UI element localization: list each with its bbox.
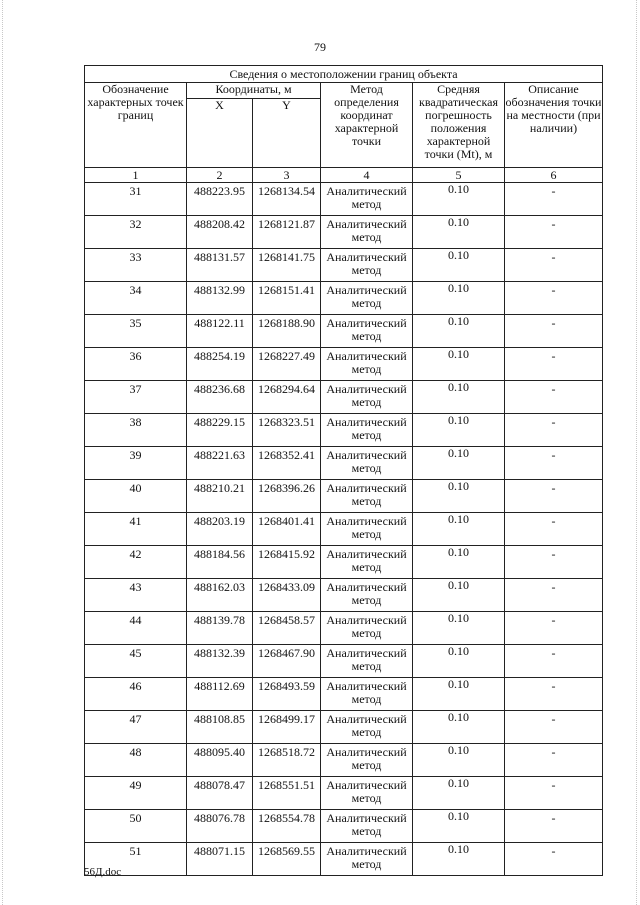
description-cell: - [505,810,603,843]
point-number: 43 [85,579,187,612]
coordinate-x: 488223.95 [187,183,253,216]
method-cell: Аналитический метод [321,546,413,579]
table-row [85,315,603,348]
point-number: 47 [85,711,187,744]
method-cell: Аналитический метод [321,282,413,315]
coordinate-x: 488236.68 [187,381,253,414]
description-cell: - [505,414,603,447]
accuracy-cell: 0.10 [413,777,505,810]
description-cell: - [505,447,603,480]
header-description: Описание обозначения точки на местности (при наличии) [505,83,603,168]
accuracy-cell: 0.10 [413,711,505,744]
point-number: 38 [85,414,187,447]
accuracy-cell: 0.10 [413,579,505,612]
header-coordinates: Координаты, м [187,83,321,99]
coordinate-y: 1268323.51 [253,414,321,447]
table-row [85,480,603,513]
table-row [85,546,603,579]
description-cell: - [505,546,603,579]
coordinate-y: 1268518.72 [253,744,321,777]
coordinate-x: 488095.40 [187,744,253,777]
table-row [85,711,603,744]
header-row [85,83,603,99]
method-cell: Аналитический метод [321,183,413,216]
column-number: 3 [253,168,321,183]
table-row [85,183,603,216]
coordinate-x: 488076.78 [187,810,253,843]
accuracy-cell: 0.10 [413,348,505,381]
boundary-points-table [84,65,603,876]
table-row [85,843,603,876]
coordinate-x: 488184.56 [187,546,253,579]
table-row [85,810,603,843]
table-row [85,513,603,546]
point-number: 44 [85,612,187,645]
method-cell: Аналитический метод [321,480,413,513]
header-designation: Обозначение характерных точек границ [85,83,187,168]
table-row [85,381,603,414]
accuracy-cell: 0.10 [413,744,505,777]
table-title: Сведения о местоположении границ объекта [85,66,603,83]
coordinate-y: 1268227.49 [253,348,321,381]
table-title-row [85,66,603,83]
coordinate-y: 1268493.59 [253,678,321,711]
header-x: X [187,99,253,168]
coordinate-y: 1268551.51 [253,777,321,810]
point-number: 32 [85,216,187,249]
point-number: 33 [85,249,187,282]
accuracy-cell: 0.10 [413,480,505,513]
description-cell: - [505,645,603,678]
table-row [85,447,603,480]
table-row [85,216,603,249]
point-number: 50 [85,810,187,843]
coordinate-x: 488203.19 [187,513,253,546]
coordinate-y: 1268134.54 [253,183,321,216]
description-cell: - [505,843,603,876]
method-cell: Аналитический метод [321,216,413,249]
point-number: 45 [85,645,187,678]
description-cell: - [505,249,603,282]
method-cell: Аналитический метод [321,513,413,546]
accuracy-cell: 0.10 [413,447,505,480]
method-cell: Аналитический метод [321,447,413,480]
description-cell: - [505,480,603,513]
coordinate-x: 488139.78 [187,612,253,645]
header-method: Метод определения координат характерной точки [321,83,413,168]
column-number: 4 [321,168,413,183]
table-row [85,282,603,315]
point-number: 37 [85,381,187,414]
accuracy-cell: 0.10 [413,282,505,315]
point-number: 49 [85,777,187,810]
coordinate-y: 1268415.92 [253,546,321,579]
description-cell: - [505,612,603,645]
point-number: 42 [85,546,187,579]
coordinate-y: 1268294.64 [253,381,321,414]
footer-filename: 56Д.doc [84,866,122,878]
description-cell: - [505,579,603,612]
method-cell: Аналитический метод [321,711,413,744]
coordinate-y: 1268569.55 [253,843,321,876]
coordinate-y: 1268141.75 [253,249,321,282]
description-cell: - [505,513,603,546]
coordinate-y: 1268121.87 [253,216,321,249]
method-cell: Аналитический метод [321,612,413,645]
description-cell: - [505,216,603,249]
column-number: 1 [85,168,187,183]
table-row [85,612,603,645]
coordinate-x: 488254.19 [187,348,253,381]
page-edge-left [2,0,3,905]
description-cell: - [505,315,603,348]
method-cell: Аналитический метод [321,381,413,414]
method-cell: Аналитический метод [321,678,413,711]
description-cell: - [505,381,603,414]
table-row [85,777,603,810]
column-number: 5 [413,168,505,183]
coordinate-y: 1268467.90 [253,645,321,678]
point-number: 34 [85,282,187,315]
method-cell: Аналитический метод [321,579,413,612]
accuracy-cell: 0.10 [413,810,505,843]
coordinate-y: 1268554.78 [253,810,321,843]
accuracy-cell: 0.10 [413,315,505,348]
accuracy-cell: 0.10 [413,381,505,414]
accuracy-cell: 0.10 [413,249,505,282]
table-row [85,678,603,711]
method-cell: Аналитический метод [321,249,413,282]
coordinate-x: 488071.15 [187,843,253,876]
coordinate-x: 488112.69 [187,678,253,711]
description-cell: - [505,711,603,744]
accuracy-cell: 0.10 [413,216,505,249]
method-cell: Аналитический метод [321,810,413,843]
coordinate-x: 488162.03 [187,579,253,612]
column-number: 2 [187,168,253,183]
accuracy-cell: 0.10 [413,645,505,678]
accuracy-cell: 0.10 [413,513,505,546]
column-number: 6 [505,168,603,183]
coordinate-x: 488208.42 [187,216,253,249]
table-row [85,348,603,381]
coordinate-x: 488108.85 [187,711,253,744]
table-row [85,645,603,678]
point-number: 46 [85,678,187,711]
description-cell: - [505,744,603,777]
column-numbers-row [85,168,603,183]
coordinate-y: 1268401.41 [253,513,321,546]
coordinate-y: 1268151.41 [253,282,321,315]
point-number: 41 [85,513,187,546]
method-cell: Аналитический метод [321,777,413,810]
description-cell: - [505,777,603,810]
accuracy-cell: 0.10 [413,546,505,579]
table-row [85,579,603,612]
coordinate-x: 488229.15 [187,414,253,447]
coordinate-x: 488132.39 [187,645,253,678]
method-cell: Аналитический метод [321,414,413,447]
point-number: 35 [85,315,187,348]
description-cell: - [505,183,603,216]
point-number: 36 [85,348,187,381]
accuracy-cell: 0.10 [413,612,505,645]
method-cell: Аналитический метод [321,744,413,777]
description-cell: - [505,348,603,381]
description-cell: - [505,282,603,315]
table-body [85,66,603,876]
accuracy-cell: 0.10 [413,678,505,711]
table-row [85,414,603,447]
page-edge-right [636,0,637,905]
coordinate-x: 488078.47 [187,777,253,810]
coordinate-x: 488131.57 [187,249,253,282]
point-number: 48 [85,744,187,777]
header-y: Y [253,99,321,168]
accuracy-cell: 0.10 [413,414,505,447]
header-accuracy: Средняя квадратическая погрешность положения характерной точки (Mt), м [413,83,505,168]
coordinate-y: 1268188.90 [253,315,321,348]
coordinate-x: 488221.63 [187,447,253,480]
point-number: 31 [85,183,187,216]
point-number: 39 [85,447,187,480]
accuracy-cell: 0.10 [413,843,505,876]
coordinate-y: 1268499.17 [253,711,321,744]
description-cell: - [505,678,603,711]
coordinate-x: 488132.99 [187,282,253,315]
coordinate-y: 1268458.57 [253,612,321,645]
coordinate-x: 488210.21 [187,480,253,513]
method-cell: Аналитический метод [321,348,413,381]
coordinate-y: 1268396.26 [253,480,321,513]
method-cell: Аналитический метод [321,315,413,348]
method-cell: Аналитический метод [321,843,413,876]
table-row [85,249,603,282]
coordinate-y: 1268352.41 [253,447,321,480]
accuracy-cell: 0.10 [413,183,505,216]
coordinate-x: 488122.11 [187,315,253,348]
point-number: 51 [85,843,187,876]
page-number: 79 [314,40,326,54]
table-row [85,744,603,777]
point-number: 40 [85,480,187,513]
coordinate-y: 1268433.09 [253,579,321,612]
method-cell: Аналитический метод [321,645,413,678]
